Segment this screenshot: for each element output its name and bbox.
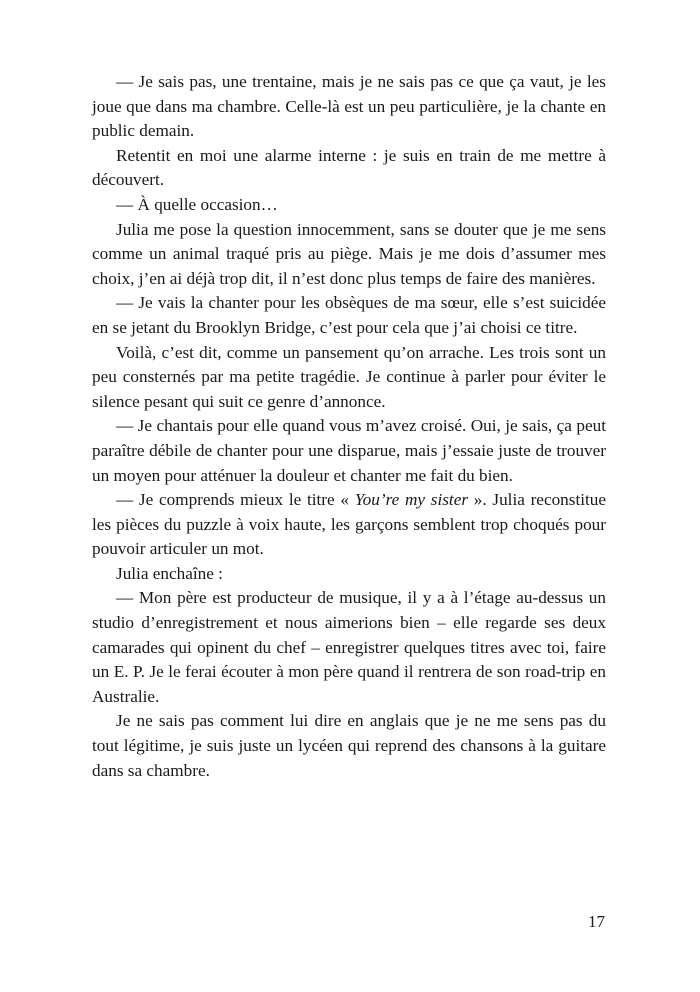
- paragraph: Je ne sais pas comment lui dire en anglais que je ne me sens pas du tout légitime, je suis juste un lycéen qui reprend des chansons à la guitare dans sa chambre.: [92, 711, 606, 780]
- paragraph: — Mon père est producteur de musique, il y a à l’étage au-dessus un studio d’enregistrement et nous aimerions bien – elle regarde ses deux camarades qui opinent du chef – enregistrer quelques titres avec toi, faire un E. P. Je le ferai écouter à mon père quand il rentrera de son road-trip en Australie.: [92, 588, 606, 706]
- paragraph: — Je vais la chanter pour les obsèques de ma sœur, elle s’est suicidée en se jetant du Brooklyn Bridge, c’est pour cela que j’ai choisi ce titre.: [92, 293, 606, 337]
- page-body-text: [92, 70, 606, 783]
- paragraph: Julia me pose la question innocemment, sans se douter que je me sens comme un animal traqué pris au piège. Mais je me dois d’assumer mes choix, j’en ai déjà trop dit, il n’est donc plus temps de faire des manières.: [92, 219, 606, 288]
- page-number: 17: [588, 912, 605, 931]
- paragraph: — À quelle occasion…: [116, 194, 278, 214]
- paragraph-with-song-title: [92, 488, 606, 562]
- paragraph: — Je sais pas, une trentaine, mais je ne sais pas ce que ça vaut, je les joue que dans ma chambre. Celle-là est un peu particulière, je la chante en public demain.: [92, 72, 606, 141]
- paragraph: Julia enchaîne :: [116, 563, 223, 583]
- paragraph: Retentit en moi une alarme interne : je suis en train de me mettre à découvert.: [92, 145, 606, 190]
- paragraph-text-before: — Je comprends mieux le titre «: [116, 490, 355, 510]
- paragraph: Voilà, c’est dit, comme un pansement qu’on arrache. Les trois sont un peu consternés par ma petite tragédie. Je continue à parler pour éviter le silence pesant qui suit ce genre d’annonce.: [92, 342, 606, 411]
- paragraph: — Je chantais pour elle quand vous m’avez croisé. Oui, je sais, ça peut paraître débile de chanter pour une disparue, mais j’essaie juste de trouver un moyen pour atténuer la douleur et chanter me fait du bien.: [92, 416, 606, 485]
- paragraph-text-after: ». Julia reconstitue les pièces du puzzle à voix haute, les garçons semblent trop choqués pour pouvoir articuler un mot.: [92, 490, 606, 559]
- song-title: You’re my sister: [354, 490, 469, 510]
